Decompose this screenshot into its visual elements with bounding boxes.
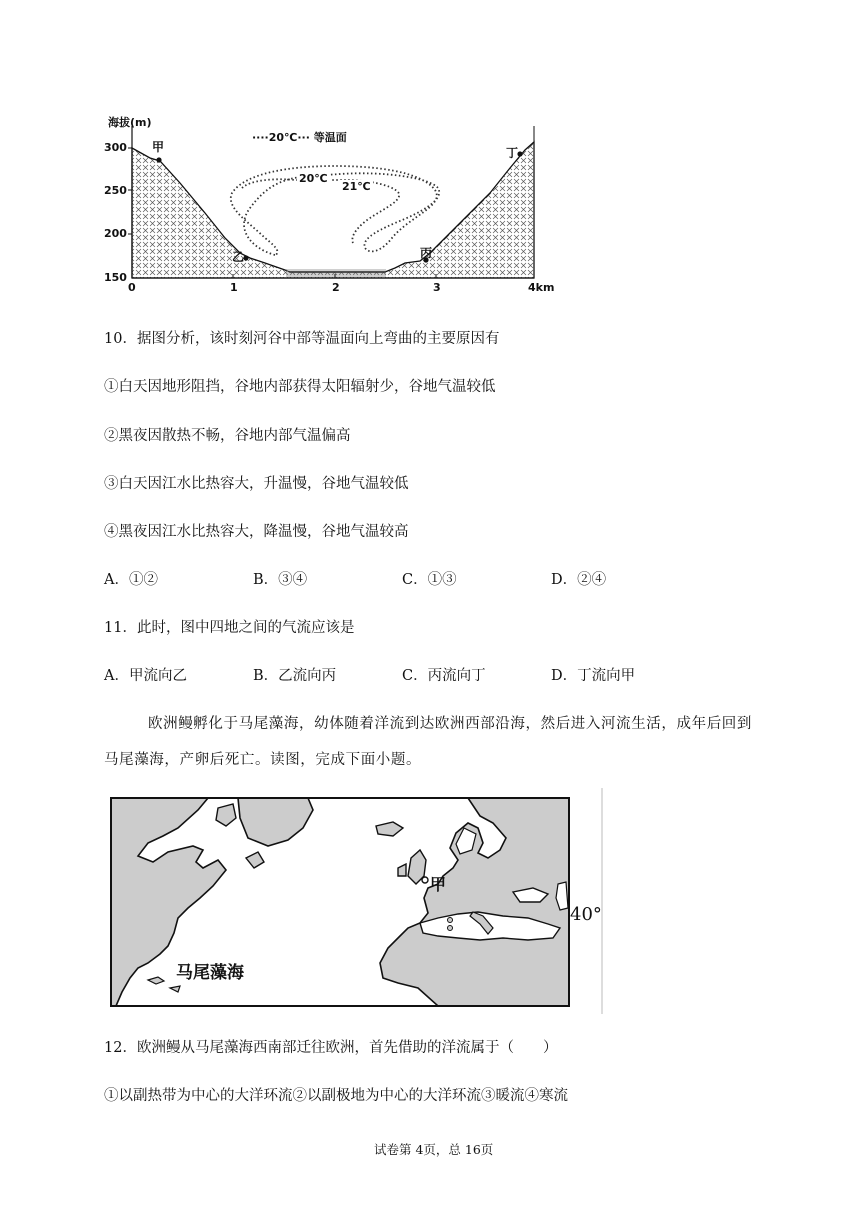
isotherm-20 bbox=[231, 166, 439, 255]
isotherm-21 bbox=[242, 179, 399, 243]
q10-option-b[interactable]: B．③④ bbox=[253, 572, 308, 588]
sargasso-sea-label: 马尾藻海 bbox=[176, 963, 244, 983]
x-tick-1: 1 bbox=[230, 281, 238, 294]
q11-option-d[interactable]: D．丁流向甲 bbox=[551, 668, 636, 684]
q10-statement-4: ④黑夜因江水比热容大，降温慢，谷地气温较高 bbox=[104, 524, 409, 540]
q12-statements: ①以副热带为中心的大洋环流②以副极地为中心的大洋环流③暖流④寒流 bbox=[104, 1088, 568, 1104]
y-axis-label: 海拔(m) bbox=[108, 116, 152, 129]
q10-statement-1: ①白天因地形阻挡，谷地内部获得太阳辐射少，谷地气温较低 bbox=[104, 379, 496, 395]
q10-option-a[interactable]: A．①② bbox=[104, 572, 158, 588]
q10-stem: 10．据图分析，该时刻河谷中部等温面向上弯曲的主要原因有 bbox=[104, 331, 500, 347]
river-water bbox=[286, 269, 386, 277]
point-jia: 甲 bbox=[152, 140, 165, 154]
page-footer: 试卷第 4页，总 16页 bbox=[374, 1142, 494, 1157]
valley-cross-section-figure bbox=[100, 108, 560, 298]
y-tick-200: 200 bbox=[104, 227, 127, 240]
atlantic-map-figure bbox=[108, 788, 608, 1014]
q12-stem: 12．欧洲鳗从马尾藻海西南部迁往欧洲，首先借助的洋流属于（ ） bbox=[104, 1040, 558, 1056]
y-tick-150: 150 bbox=[104, 271, 127, 284]
q11-stem: 11．此时，图中四地之间的气流应该是 bbox=[104, 620, 355, 636]
point-bing: 丙 bbox=[420, 246, 433, 260]
y-tick-300: 300 bbox=[104, 141, 127, 154]
point-yi: 乙 bbox=[232, 250, 245, 264]
isotherm-legend: ····20℃··· 等温面 bbox=[252, 131, 347, 144]
q10-option-c[interactable]: C．①③ bbox=[402, 572, 457, 588]
passage-line-1: 欧洲鳗孵化于马尾藻海，幼体随着洋流到达欧洲西部沿海，然后进入河流生活，成年后回到 bbox=[148, 716, 752, 732]
y-tick-250: 250 bbox=[104, 184, 127, 197]
q10-statement-2: ②黑夜因散热不畅，谷地内部气温偏高 bbox=[104, 428, 351, 444]
q10-statement-3: ③白天因江水比热容大，升温慢，谷地气温较低 bbox=[104, 476, 409, 492]
x-tick-3: 3 bbox=[433, 281, 441, 294]
x-tick-2: 2 bbox=[332, 281, 340, 294]
q11-option-b[interactable]: B．乙流向丙 bbox=[253, 668, 337, 684]
x-tick-0: 0 bbox=[128, 281, 136, 294]
x-tick-4km: 4km bbox=[528, 281, 555, 294]
q11-option-a[interactable]: A．甲流向乙 bbox=[104, 668, 187, 684]
isotherm-label-20: 20℃ bbox=[299, 172, 328, 185]
isotherm-label-21: 21℃ bbox=[342, 180, 371, 193]
q11-option-c[interactable]: C．丙流向丁 bbox=[402, 668, 486, 684]
passage-line-2: 马尾藻海，产卵后死亡。读图，完成下面小题。 bbox=[104, 752, 422, 768]
terrain-profile bbox=[132, 142, 534, 278]
latitude-40-label: 40° bbox=[570, 904, 602, 925]
point-ding: 丁 bbox=[506, 146, 519, 160]
map-point-jia: 甲 bbox=[430, 875, 447, 894]
q10-option-d[interactable]: D．②④ bbox=[551, 572, 607, 588]
